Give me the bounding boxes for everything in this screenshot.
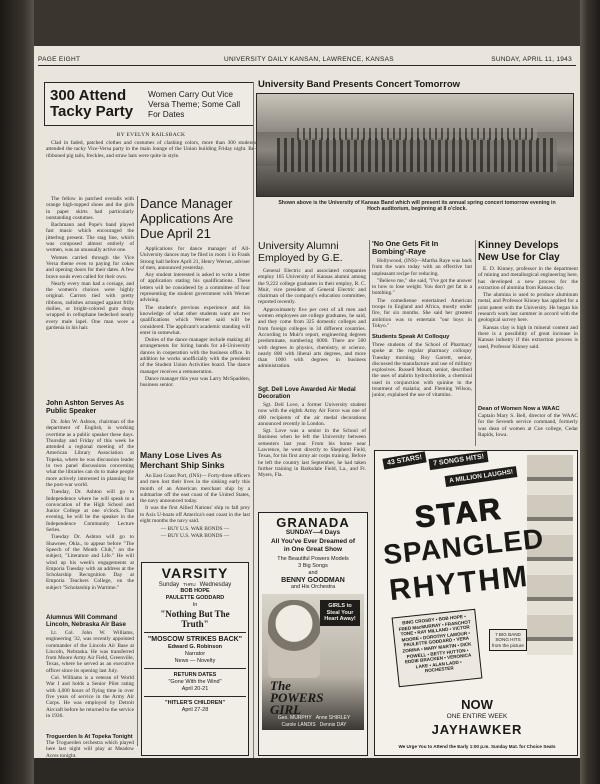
songs-badge: 7 SONGS HITS! xyxy=(429,451,489,470)
tacky-para-3: Bachmann and Pope's band played fast music which encouraged the jitterbug present. The stag line, which was composed almost entirely of women, was an unusually active one. xyxy=(46,222,134,254)
photo-band-rows xyxy=(277,138,557,172)
ashton-para-1: Dr. John W. Ashton, chairman of the department of English, is working overtime as a public speaker these days. Thursday and Friday of this week he attended a regional meeting of the American Library Association at Topeka, where he was discussion leader in two panel discussions concerning what the libraries can do to make people more actively interested in planning for the post-war world. xyxy=(46,419,134,488)
band-caption: Shown above is the University of Kansas Band which will present its annual spring concert tomorrow evening in Hoch auditorium, beginning at 8 o'clock. xyxy=(278,199,556,212)
ashton-article xyxy=(46,400,134,610)
stars-badge: 43 STARS! xyxy=(382,451,427,469)
jayhawker-footer: We Urge You to Attend the Early 1:00 p.m. Sunday Mat. for Choice Seats xyxy=(398,744,556,749)
dance-para-4: Duties of the dance manager include making all arrangements for hiring bands for all-University dances in cooperation with the business office. In addition he works unofficially with the president of the Student Union Activities board. The dance manager receives a remuneration. xyxy=(140,337,250,375)
varsity-return-dates: April 20-21 xyxy=(181,686,209,692)
ashton-para-2: Tuesday, Dr. Ashton will go to Independence where he will speak to a convocation of the High School and Junior College at one o'clock. That evening, he will be the speaker in the Independence Community Lecture Series. xyxy=(46,489,134,534)
column-rule-3 xyxy=(369,240,370,446)
varsity-film-2: "MOSCOW STRIKES BACK" xyxy=(147,636,243,643)
alumnus-headline: Alumnus Will Command Lincoln, Nebraska Air Base xyxy=(46,614,126,628)
granada-ad xyxy=(258,512,368,756)
alumni-para-1: General Electric and associated companies employ 165 University of Kansas alumni among the 9,222 college graduates in their employ, R. C. Muir, vice president of General Electric and chairman of the company's education committee, reported recently. xyxy=(258,268,366,306)
dance-article xyxy=(140,196,250,448)
scan-top-margin xyxy=(34,0,580,46)
waac-headline: Dean of Women Now a WAAC xyxy=(478,406,560,412)
dance-para-3: The student's previous experience and his knowledge of what other students want are two qualifications which Werner said will be considered. The applicant's academic standing will enter in somewhat. xyxy=(140,304,250,336)
title-spangled: SPANGLED xyxy=(381,522,546,571)
varsity-divider-1 xyxy=(144,632,246,633)
ship-article xyxy=(140,450,250,558)
bombing-para-1: Hollywood, (INS)—Martha Raye was back from the wars today with an effective but unpleasant recipe for reducing. xyxy=(372,258,472,277)
granada-cast-box xyxy=(266,715,362,728)
title-star: STAR xyxy=(413,492,504,535)
tacky-article xyxy=(46,130,256,194)
varsity-name: VARSITY xyxy=(161,565,229,581)
varsity-return-label: RETURN DATES xyxy=(173,672,217,678)
granada-cast-2: Anne SHIRLEY xyxy=(315,715,351,721)
dance-para-1: Applications for dance manager of All-University dances may be filed in room 1 in Frank Strong hall before April 21, Henry Werner, adviser of men, announced yesterday. xyxy=(140,246,250,271)
granada-songs: 3 Big Songs xyxy=(298,563,328,569)
scan-edge-left xyxy=(0,0,34,784)
newspaper-page xyxy=(34,46,580,758)
jayhawker-name: JAYHAWKER xyxy=(431,722,523,737)
dance-para-5: Dance manager this year was Larry McSpadden, business senior. xyxy=(140,375,250,389)
tacky-para-4: Women carried through the Vice Versa theme even to paying for cokes and opening doors for their dates. A few brave souls even called for their own. xyxy=(46,254,134,280)
bombing-para-3: The comedienne entertained American troops in England and Africa, mostly under fire, for six months. She said her greatest ambition was to entertain "our boys in Tokyo." xyxy=(372,297,472,329)
ashton-para-3: Tuesday Dr. Ashton will go to Shawnee, Okla., to appear before "The Speech of the Month Club," on the subject, "Literature and Life." He will wind up his week's engagements at Emporia Tuesday with an address at the Scholarship Recognition Day at Emporia Teachers College, on the subject "Scholarship in Wartime." xyxy=(46,534,134,591)
folio-rule xyxy=(38,65,576,66)
granada-cast-4: Dennis DAY xyxy=(319,722,347,728)
kinney-headline: Kinney Develops New Use for Clay xyxy=(478,240,560,263)
tacky-headline-box xyxy=(44,82,254,126)
varsity-star-1: BOB HOPE xyxy=(180,588,210,594)
alumni-headline: University Alumni Employed by G.E. xyxy=(258,240,343,264)
dell-love-article xyxy=(258,386,366,508)
tacky-subheadline: Women Carry Out Vice Versa Theme; Some Call For Dates xyxy=(148,89,241,119)
granada-tagline: All You've Ever Dreamed of in One Great Show xyxy=(270,538,356,553)
varsity-date-left: Sunday xyxy=(158,582,180,588)
waac-article xyxy=(478,406,578,446)
varsity-ad xyxy=(141,562,249,756)
troug-headline: Troguerden Is At Topeka Tonight xyxy=(46,734,133,740)
band-photo xyxy=(256,93,574,197)
tacky-byline: BY EVELYN RAILSBACK xyxy=(116,132,186,138)
now-label: NOW xyxy=(461,697,493,712)
dell-para-1: Sgt. Dell Love, a former University student now with the eighth Army Air Force was one of 400 recipients of the air medal decorations announced recently in London. xyxy=(258,402,366,427)
varsity-news: News — Novelty xyxy=(174,658,216,664)
kinney-para-1: E. D. Kinney, professor in the department of mining and metallurgical engineering here, has developed a new process for the extraction of alumina from Kansas clay. xyxy=(478,266,578,291)
granada-dates: SUNDAY—4 Days xyxy=(285,529,341,536)
varsity-film-1: "Nothing But The Truth" xyxy=(160,609,230,629)
tacky-continued xyxy=(46,196,134,398)
granada-orchestra: and His Orchestra xyxy=(290,584,336,590)
varsity-in: In xyxy=(192,602,198,608)
kinney-article xyxy=(478,240,578,404)
issue-date: SUNDAY, APRIL 11, 1943 xyxy=(491,56,572,63)
granada-models: The Beautiful Powers Models xyxy=(277,556,349,562)
title-rhythm: RHYTHM xyxy=(387,559,531,608)
granada-and: and xyxy=(308,570,318,576)
granada-name: GRANADA xyxy=(276,515,350,530)
ship-headline: Many Lose Lives As Merchant Ship Sinks xyxy=(140,450,225,470)
band-headline: University Band Presents Concert Tomorrow xyxy=(258,80,461,90)
tacky-para-1: Clad in faded, patched clothes and costumes of clashing colors, more than 300 students attended the tacky Vice-Versa party in the main lounge of the Union building Friday night. Be-ribboned pig tails, freckles, and straw hats were quite in style. xyxy=(46,140,256,159)
kinney-para-3: Kansas clay is high in mineral content and there is a possibility of great increase in Kansas industry if this extraction process is used, Professor Kinney said. xyxy=(478,324,578,350)
tacky-headline: 300 Attend Tacky Party xyxy=(50,87,134,120)
band-feature xyxy=(256,80,578,236)
waac-text: Captain Mary S. Bell, director of the WAAC for the Seventh service command, formerly was dean of women at Coe college, Cedar Rapids, Iowa. xyxy=(478,413,578,438)
granada-goodman: BENNY GOODMAN xyxy=(281,577,345,584)
photo-stage xyxy=(257,94,574,132)
column-rule-1 xyxy=(137,196,138,746)
varsity-date-right: Wednesday xyxy=(199,582,232,588)
granada-girls-figure xyxy=(268,600,320,678)
varsity-date-mid: THRU xyxy=(183,582,196,587)
varsity-return-film: "Gone With the Wind" xyxy=(168,679,222,685)
tacky-para-2: The fellow in patched overalls with orange high-topped shoes and the girls in paper skirts had particularly outstanding costumes. xyxy=(46,196,134,221)
varsity-divider-3 xyxy=(144,696,246,697)
colloquy-text: Three students of the School of Pharmacy spoke at the regular pharmacy colloquy Tuesday morning. Roy Garrett, senior, discussed the manufacture and use of military explosives. Russell Mount, senior, described the uses of atabrin hydrochloride, a chemical used in conjunction with quinine in the treatment of malaria; and Fleming Wilson, junior, explained the use of vitamins. xyxy=(372,342,472,399)
ship-para-2: It was the first Allied Nations' ship to fall prey to Axis U-boats off America's east coast in the last eight months the navy said. xyxy=(140,505,250,525)
photo-band-rows-2 xyxy=(297,128,537,140)
laughs-badge: A MILLION LAUGHS! xyxy=(445,466,518,487)
varsity-star-2: PAULETTE GODDARD xyxy=(165,595,225,601)
granada-cast-1: Geo. MURPHY xyxy=(277,715,312,721)
granada-art xyxy=(262,594,364,730)
varsity-divider-2 xyxy=(144,668,246,669)
scan-edge-right xyxy=(578,0,600,784)
bombing-article xyxy=(372,240,472,332)
colloquy-article xyxy=(372,334,472,446)
granada-girls-sign: GIRLS to Steal Your Heart Away! xyxy=(320,600,360,626)
alumnus-para-1: Lt. Col. John W. Williams, engineering '32, was recently appointed commander of the Lincoln Air Base at Lincoln, Nebraska. He was transferred from Moore Army Air Field, Greenville, Texas, where he served as an executive officer since its opening last July. xyxy=(46,630,134,674)
kinney-para-2: The alumina is used to produce aluminum metal, and Professor Kinney has applied for a joint patent with the University. He began his research work last summer in accord with the geological survey here. xyxy=(478,292,578,324)
bombing-headline: 'No One Gets Fit In Bombing'-Raye xyxy=(372,240,439,256)
ashton-headline: John Ashton Serves As Public Speaker xyxy=(46,400,125,415)
alumnus-article xyxy=(46,614,134,732)
dell-para-2: Sgt. Love was a senior in the School of Business when he left the University between semesters last year. From his home near Lawrence, he went directly to Shepherd Field, Texas, for his first army air corps training. Before he left the country last September, he had taken further training in Barksdale Field, La., and Ft. Myers, Fla. xyxy=(258,428,366,479)
alumni-para-2: Approximately five per cent of all men and women employees are college graduates, he said, and they come from 325 domestic colleges and from foreign colleges in 34 different countries. According to Muir's report, engineering degrees predominate, numbering 6000. There are 500 with degrees in physics, chemistry, or science, nearly 800 with liberal arts degrees, and more than 1000 with degrees in business administration. xyxy=(258,306,366,370)
jayhawker-ad xyxy=(374,450,578,756)
one-week-label: ONE ENTIRE WEEK xyxy=(446,713,508,720)
ship-para-1: An East Coast Port, (INS)— Forty-three officers and men lost their lives in the sinking early this month of an American merchant ship by a submarine off the east coast of the United States, the navy announced today. xyxy=(140,473,250,505)
dance-para-2: Any student interested is asked to write a letter of application stating his qualifications. These letters will be considered by a committee of four representing the student government with Werner advising. xyxy=(140,272,250,304)
varsity-hitler-dates: April 27-28 xyxy=(181,707,209,713)
varsity-narrator: Edward G. Robinson xyxy=(167,644,223,650)
bombing-para-2: "Believe me," she said, "I've got the answer to how to lose weight. You don't get fat in a bombing." xyxy=(372,277,472,297)
column-rule-4 xyxy=(475,240,476,446)
page-number: PAGE EIGHT xyxy=(38,56,81,63)
column-rule-2 xyxy=(253,82,254,758)
war-bonds-2: — BUY U.S. WAR BONDS — xyxy=(160,532,230,539)
troug-text: The Troguerden orchestra which played here last night will play at Meadow Acres tonight. xyxy=(46,740,134,758)
dell-headline: Sgt. Dell Love Awarded Air Medal Decoration xyxy=(258,386,356,400)
granada-film-title: The POWERS GIRL xyxy=(270,678,324,717)
masthead: UNIVERSITY DAILY KANSAN, LAWRENCE, KANSAS xyxy=(224,56,394,63)
varsity-hitler: "HITLER'S CHILDREN" xyxy=(165,700,225,706)
granada-cast-3: Carole LANDIS xyxy=(281,722,316,728)
song-hits-note: 7 BIG BAND SONG HITS from the picture xyxy=(489,629,527,651)
dance-headline: Dance Manager Applications Are Due April 21 xyxy=(140,196,234,241)
alumnus-para-2: Col. Williams is a veteran of World War I and holds a Senior Pilot rating with 4,000 hours of flying time in over five years of service in the Army Air Corps. He was employed by Detroit Aircraft before he returned to the service in 1936. xyxy=(46,675,134,719)
colloquy-headline: Students Speak At Colloquy xyxy=(372,334,450,340)
war-bonds-1: — BUY U.S. WAR BONDS — xyxy=(160,526,230,533)
tacky-para-5: Nearly every man had a corsage, and the women's choices were highly original. Carrots tied with pretty ribbons, radishes arranged against frilly doilies, or bright-colored gum drops wrapped in cellophane bedecked nearly every male lapel. One man wore a gardenia in his hair. xyxy=(46,280,134,331)
scan-bottom-margin xyxy=(34,758,580,784)
cast-list: BING CROSBY • BOB HOPE • FRED MacMURRAY • FRANCHOT TONE • RAY MILLAND • VICTOR MOORE • DOROTHY LAMOUR • PAULETTE GODDARD • VERA ZORINA • MARY MARTIN • DICK POWELL • BETTY HUTTON • EDDIE BRACKEN • VERONICA LAKE • ALAN LADD • ROCHESTER xyxy=(392,609,483,687)
troug-article xyxy=(46,734,134,758)
varsity-narrator-label: Narrator xyxy=(184,651,206,657)
